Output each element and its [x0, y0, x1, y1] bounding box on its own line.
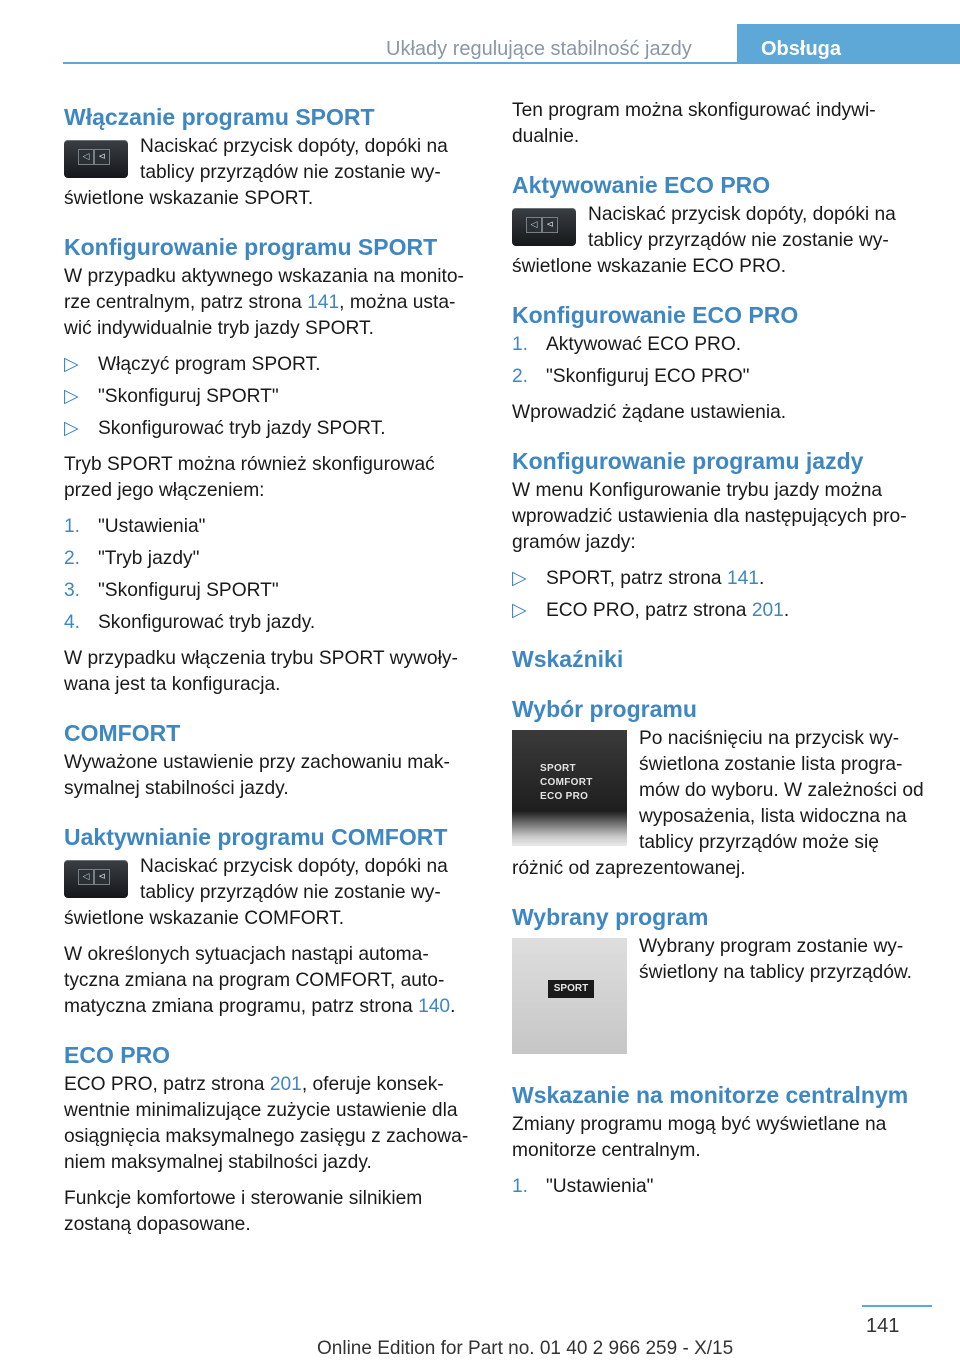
heading-eco-pro: ECO PRO: [64, 1042, 171, 1068]
driving-mode-button-icon: ◁ ⊲: [512, 208, 576, 246]
list-item: ▷ "Skonfiguruj SPORT": [64, 384, 476, 410]
page-link-201[interactable]: 201: [751, 600, 784, 621]
comfort-activate-text: Naciskać przycisk dopóty, dopóki na tablicy przyrządów nie zostanie wy‐świetlone wskazanie COMFORT.: [64, 856, 448, 929]
header-section-title: Układy regulujące stabilność jazdy: [386, 38, 692, 60]
selected-program-display-image: [512, 938, 627, 1054]
selected-program-text: Wybrany program zostanie wy‐świetlony na tablicy przyrządów.: [639, 936, 913, 983]
footer-rule: [862, 1305, 932, 1307]
header-chapter-tab: Obsługa: [737, 24, 960, 64]
list-item: ▷ Włączyć program SPORT.: [64, 352, 476, 378]
list-item: 4. Skonfigurować tryb jazdy.: [64, 612, 316, 633]
eco-pro-activate-paragraph: [512, 202, 924, 280]
heading-selected-program: Wybrany program: [512, 904, 709, 930]
sport-configure-bullets: [64, 352, 476, 442]
eco-pro-activate-text: Naciskać przycisk dopóty, dopóki na tablicy przyrządów nie zostanie wy‐świetlone wskazanie ECO PRO.: [512, 204, 896, 277]
page-link-140[interactable]: 140: [418, 996, 451, 1017]
eco-pro-configure-steps: [512, 332, 924, 390]
heading-eco-pro-activate: Aktywowanie ECO PRO: [512, 172, 771, 198]
sport-configure-text-3: W przypadku włączenia trybu SPORT wywoły‐wana jest ta konfiguracja.: [64, 648, 458, 695]
list-item: ▷ Skonfigurować tryb jazdy SPORT.: [64, 416, 476, 442]
display-option-sport: SPORT: [540, 763, 576, 774]
bullet-triangle-icon: ▷: [64, 418, 79, 439]
bullet-triangle-icon: ▷: [512, 600, 527, 621]
eco-pro-intro: Ten program można skonfigurować indywi‐dualnie.: [512, 100, 876, 147]
sport-activate-paragraph: [64, 134, 476, 212]
drive-program-configure-text: W menu Konfigurowanie trybu jazdy można wprowadzić ustawienia dla następujących pro‐gramów jazdy:: [512, 480, 907, 553]
comfort-text: Wyważone ustawienie przy zachowaniu mak‐symalnej stabilności jazdy.: [64, 752, 450, 799]
list-item: 2. "Tryb jazdy": [64, 548, 200, 569]
list-item: 3. "Skonfiguruj SPORT": [64, 580, 279, 601]
heading-central-monitor: Wskazanie na monitorze centralnym: [512, 1082, 909, 1108]
list-item: 2. "Skonfiguruj ECO PRO": [512, 366, 750, 387]
eco-pro-configure-text: Wprowadzić żądane ustawienia.: [512, 402, 787, 423]
edition-footer: Online Edition for Part no. 01 40 2 966 259 - X/15: [317, 1338, 734, 1359]
eco-pro-text: ECO PRO, patrz strona 201, oferuje konsek‐wentnie minimalizujące zużycie ustawienie dla osiągnięcia maksymalnego zasięgu z zachowa‐niem maksymalnej stabilności jazdy.: [64, 1074, 469, 1173]
page-link-201[interactable]: 201: [269, 1074, 302, 1095]
program-selection-text: Po naciśnięciu na przycisk wy‐świetlona zostanie lista progra‐mów do wyboru. W zależności od wyposażenia, lista widoczna na tablicy przyrządów może się różnić od zaprezentowanej.: [512, 728, 924, 879]
header-rule: [63, 62, 960, 64]
list-item: 1. Aktywować ECO PRO.: [512, 334, 742, 355]
sport-configure-text-2: Tryb SPORT można również skonfigurować przed jego włączeniem:: [64, 454, 435, 501]
heading-drive-program-configure: Konfigurowanie programu jazdy: [512, 448, 864, 474]
left-column: [64, 98, 476, 1248]
right-column: [512, 98, 924, 1210]
bullet-triangle-icon: ▷: [512, 568, 527, 589]
sport-configure-steps: [64, 514, 476, 636]
list-item: 1. "Ustawienia": [512, 1176, 654, 1197]
central-monitor-text: Zmiany programu mogą być wyświetlane na monitorze centralnym.: [512, 1114, 887, 1161]
heading-indicators: Wskaźniki: [512, 646, 624, 672]
comfort-auto-text: W określonych sytuacjach nastąpi automa‐tyczna zmiana na program COMFORT, auto‐matyczna zmiana programu, patrz strona 140.: [64, 944, 456, 1017]
heading-comfort: COMFORT: [64, 720, 181, 746]
heading-eco-pro-configure: Konfigurowanie ECO PRO: [512, 302, 799, 328]
central-monitor-steps: [512, 1174, 924, 1200]
display-badge-sport: SPORT: [548, 980, 594, 998]
page-link-141[interactable]: 141: [726, 568, 759, 589]
bullet-triangle-icon: ▷: [64, 354, 79, 375]
list-item: ▷ SPORT, patrz strona 141.: [512, 566, 924, 592]
eco-pro-text-2: Funkcje komfortowe i sterowanie silnikiem zostaną dopasowane.: [64, 1188, 423, 1235]
driving-mode-button-icon: ◁ ⊲: [64, 140, 128, 178]
drive-program-bullets: [512, 566, 924, 624]
sport-configure-text: W przypadku aktywnego wskazania na monito‐rze centralnym, patrz strona 141, można usta‐wić indywidualnie tryb jazdy SPORT.: [64, 266, 464, 339]
page-number: 141: [866, 1315, 900, 1337]
sport-activate-text: Naciskać przycisk dopóty, dopóki na tablicy przyrządów nie zostanie wy‐świetlone wskazanie SPORT.: [64, 136, 448, 209]
heading-sport-configure: Konfigurowanie programu SPORT: [64, 234, 438, 260]
program-list-display-image: [512, 730, 627, 846]
list-item: 1. "Ustawienia": [64, 516, 206, 537]
program-selection-paragraph: [512, 726, 924, 882]
selected-program-paragraph: [512, 934, 924, 1060]
display-option-comfort: COMFORT: [540, 777, 593, 788]
list-item: ▷ ECO PRO, patrz strona 201.: [512, 598, 924, 624]
display-option-eco-pro: ECO PRO: [540, 791, 589, 802]
bullet-triangle-icon: ▷: [64, 386, 79, 407]
page-link-141[interactable]: 141: [307, 292, 340, 313]
heading-program-selection: Wybór programu: [512, 696, 697, 722]
driving-mode-button-icon: ◁ ⊲: [64, 860, 128, 898]
comfort-activate-paragraph: [64, 854, 476, 932]
heading-comfort-activate: Uaktywnianie programu COMFORT: [64, 824, 448, 850]
heading-sport-activate: Włączanie programu SPORT: [64, 104, 375, 130]
